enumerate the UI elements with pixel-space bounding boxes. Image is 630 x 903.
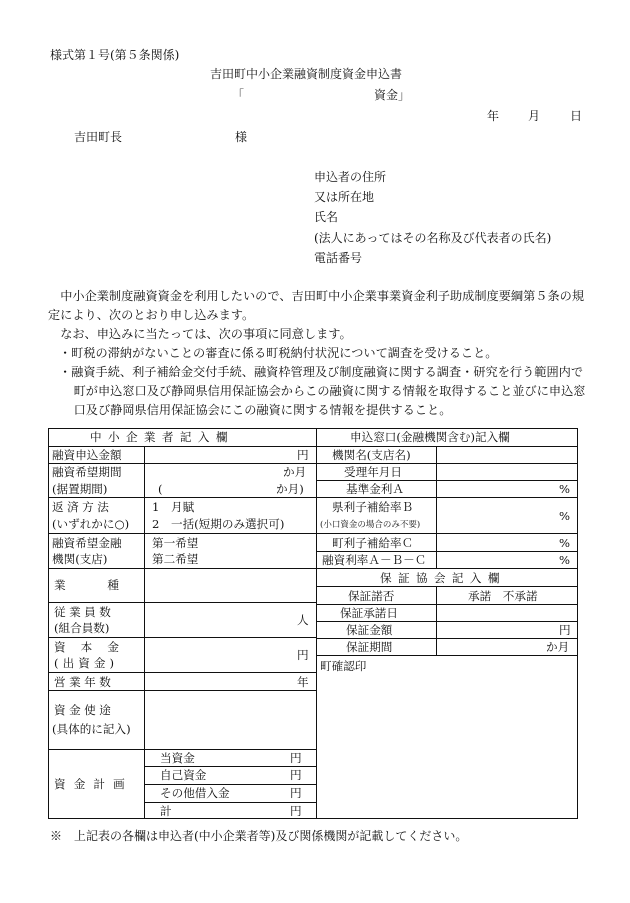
town-rate-unit: %	[559, 536, 571, 550]
addressee-name: 吉田町長	[74, 130, 123, 144]
guarantee-approval-options: 承諾 不承諾	[468, 589, 538, 603]
loan-amount-label: 融資申込金額	[52, 448, 122, 462]
employees-unit: 人	[297, 613, 309, 627]
business-years-unit: 年	[297, 675, 309, 689]
institution-label-2: 機関(支店)	[52, 552, 108, 566]
body-paragraph-1: 中小企業制度融資資金を利用したいので、吉田町中小企業事業資金利子助成制度要綱第５条の規定により、次のとおり申し込みます。	[48, 289, 585, 322]
guarantee-amount-unit: 円	[559, 623, 571, 637]
plan-unit-1: 円	[290, 751, 302, 765]
row-line	[48, 463, 316, 464]
loan-amount-unit: 円	[297, 448, 309, 462]
left-column-header: 中小企業者記入欄	[90, 430, 234, 444]
applicant-location-label: 又は所在地	[314, 190, 375, 204]
row-line	[48, 690, 316, 691]
right-row-line	[316, 533, 578, 534]
right-row-line	[316, 480, 578, 481]
plan-item-this-fund: 当資金	[160, 751, 195, 765]
capital-unit: 円	[297, 648, 309, 662]
consent-item-2: ・融資手続、利子補給金交付手続、融資枠管理及び制度融資に関する調査・研究を行う範囲内で町が申込窓口及び静岡県信用保証協会からこの融資に関する情報を取得すること並びに申込窓口及び静岡県信用保証協会にこの融資に関する情報を提供すること。	[58, 365, 586, 417]
header-bottom-line	[48, 446, 578, 447]
industry-label: 業種	[54, 578, 161, 592]
institution-first-choice: 第一希望	[152, 536, 199, 550]
guarantee-divider	[436, 586, 437, 656]
row-line	[48, 672, 316, 673]
applicant-address-label: 申込者の住所	[314, 170, 387, 184]
applicant-corp-note: (法人にあってはその名称及び代表者の氏名)	[314, 231, 552, 245]
received-date-label: 受理年月日	[344, 465, 402, 479]
loan-period-unit: か月	[283, 465, 307, 479]
employees-sub: (組合員数)	[54, 621, 110, 635]
row-line	[48, 497, 316, 498]
plan-unit-3: 円	[290, 786, 302, 800]
footer-note: ※ 上記表の各欄は申込者(中小企業者等)及び関係機関が記載してください。	[50, 829, 468, 843]
fund-plan-label: 資金計画	[54, 777, 133, 791]
repayment-option-monthly: 1 月賦	[152, 500, 195, 514]
guarantee-amount-label: 保証金額	[346, 623, 393, 637]
form-title: 吉田町中小企業融資制度資金申込書	[210, 67, 403, 81]
date-year: 年	[487, 109, 500, 123]
town-rate-label: 町利子補給率Ｃ	[332, 536, 414, 550]
guarantee-period-label: 保証期間	[346, 640, 393, 654]
plan-unit-2: 円	[290, 768, 302, 782]
grace-period-label: (据置期間)	[52, 482, 108, 496]
repayment-option-lump: 2 一括(短期のみ選択可)	[152, 517, 285, 531]
repayment-method-label: 返済方法	[52, 500, 113, 514]
institution-second-choice: 第二希望	[152, 552, 199, 566]
row-line	[48, 568, 316, 569]
grace-period-unit: か月)	[276, 482, 304, 496]
plan-line	[144, 766, 316, 767]
town-confirm-seal-label: 町確認印	[320, 659, 367, 673]
guarantee-period-unit: か月	[546, 640, 570, 654]
body-text	[48, 287, 590, 420]
guarantee-line	[316, 604, 578, 605]
table-left-label-divider	[144, 446, 145, 819]
pref-rate-note: (小口資金の場合のみ不要)	[320, 520, 421, 530]
grace-open-paren: (	[158, 482, 163, 496]
net-rate-label: 融資利率Ａ－Ｂ－Ｃ	[322, 553, 427, 567]
applicant-name-label: 氏名	[314, 210, 339, 224]
table-right-label-divider	[436, 446, 437, 568]
plan-item-own-fund: 自己資金	[160, 768, 207, 782]
pref-rate-label: 県利子補給率Ｂ	[332, 500, 414, 514]
capital-label: 資本金	[54, 640, 135, 654]
fund-use-sub: (具体的に記入)	[52, 722, 131, 736]
business-years-label: 営業年数	[54, 675, 115, 689]
base-rate-unit: %	[559, 482, 571, 496]
right-row-line	[316, 551, 578, 552]
guarantee-line	[316, 586, 578, 587]
plan-line	[144, 802, 316, 803]
row-line	[48, 602, 316, 603]
fund-name-close: 資金」	[374, 88, 411, 102]
plan-item-other-loans: その他借入金	[160, 786, 230, 800]
consent-item-1: ・町税の滞納がないことの審査に係る町税納付状況について調査を受けること。	[58, 346, 498, 360]
net-rate-unit: %	[559, 553, 571, 567]
fund-name-open-bracket: 「	[232, 88, 245, 102]
date-day: 日	[570, 109, 583, 123]
plan-item-total: 計	[160, 804, 172, 818]
guarantee-approval-label: 保証諾否	[348, 589, 395, 603]
right-row-line	[316, 497, 578, 498]
row-line	[48, 749, 316, 750]
plan-line	[144, 784, 316, 785]
pref-rate-unit: %	[559, 509, 571, 523]
institution-label-1: 融資希望金融	[52, 536, 122, 550]
plan-unit-4: 円	[290, 804, 302, 818]
loan-period-label: 融資希望期間	[52, 465, 122, 479]
row-line	[48, 533, 316, 534]
employees-label: 従業員数	[54, 605, 115, 619]
form-number: 様式第１号(第５条関係)	[50, 48, 180, 62]
base-rate-label: 基準金利Ａ	[346, 482, 404, 496]
row-line	[48, 637, 316, 638]
guarantee-line	[316, 621, 578, 622]
applicant-phone-label: 電話番号	[314, 251, 363, 265]
bank-name-label: 機関名(支店名)	[332, 448, 411, 462]
repayment-method-sub: (いずれかに○)	[52, 517, 130, 531]
right-row-line	[316, 463, 578, 464]
guarantee-header: 保証協会記入欄	[380, 571, 506, 585]
capital-sub: (出資金)	[54, 656, 119, 670]
addressee-honorific: 様	[235, 130, 248, 144]
fund-use-label: 資金使途	[54, 703, 115, 717]
date-month: 月	[528, 109, 541, 123]
right-column-header: 申込窓口(金融機関含む)記入欄	[350, 430, 510, 444]
guarantee-line	[316, 638, 578, 639]
guarantee-date-label: 保証承諾日	[340, 606, 398, 620]
body-paragraph-2: なお、申込みに当たっては、次の事項に同意します。	[60, 327, 352, 341]
